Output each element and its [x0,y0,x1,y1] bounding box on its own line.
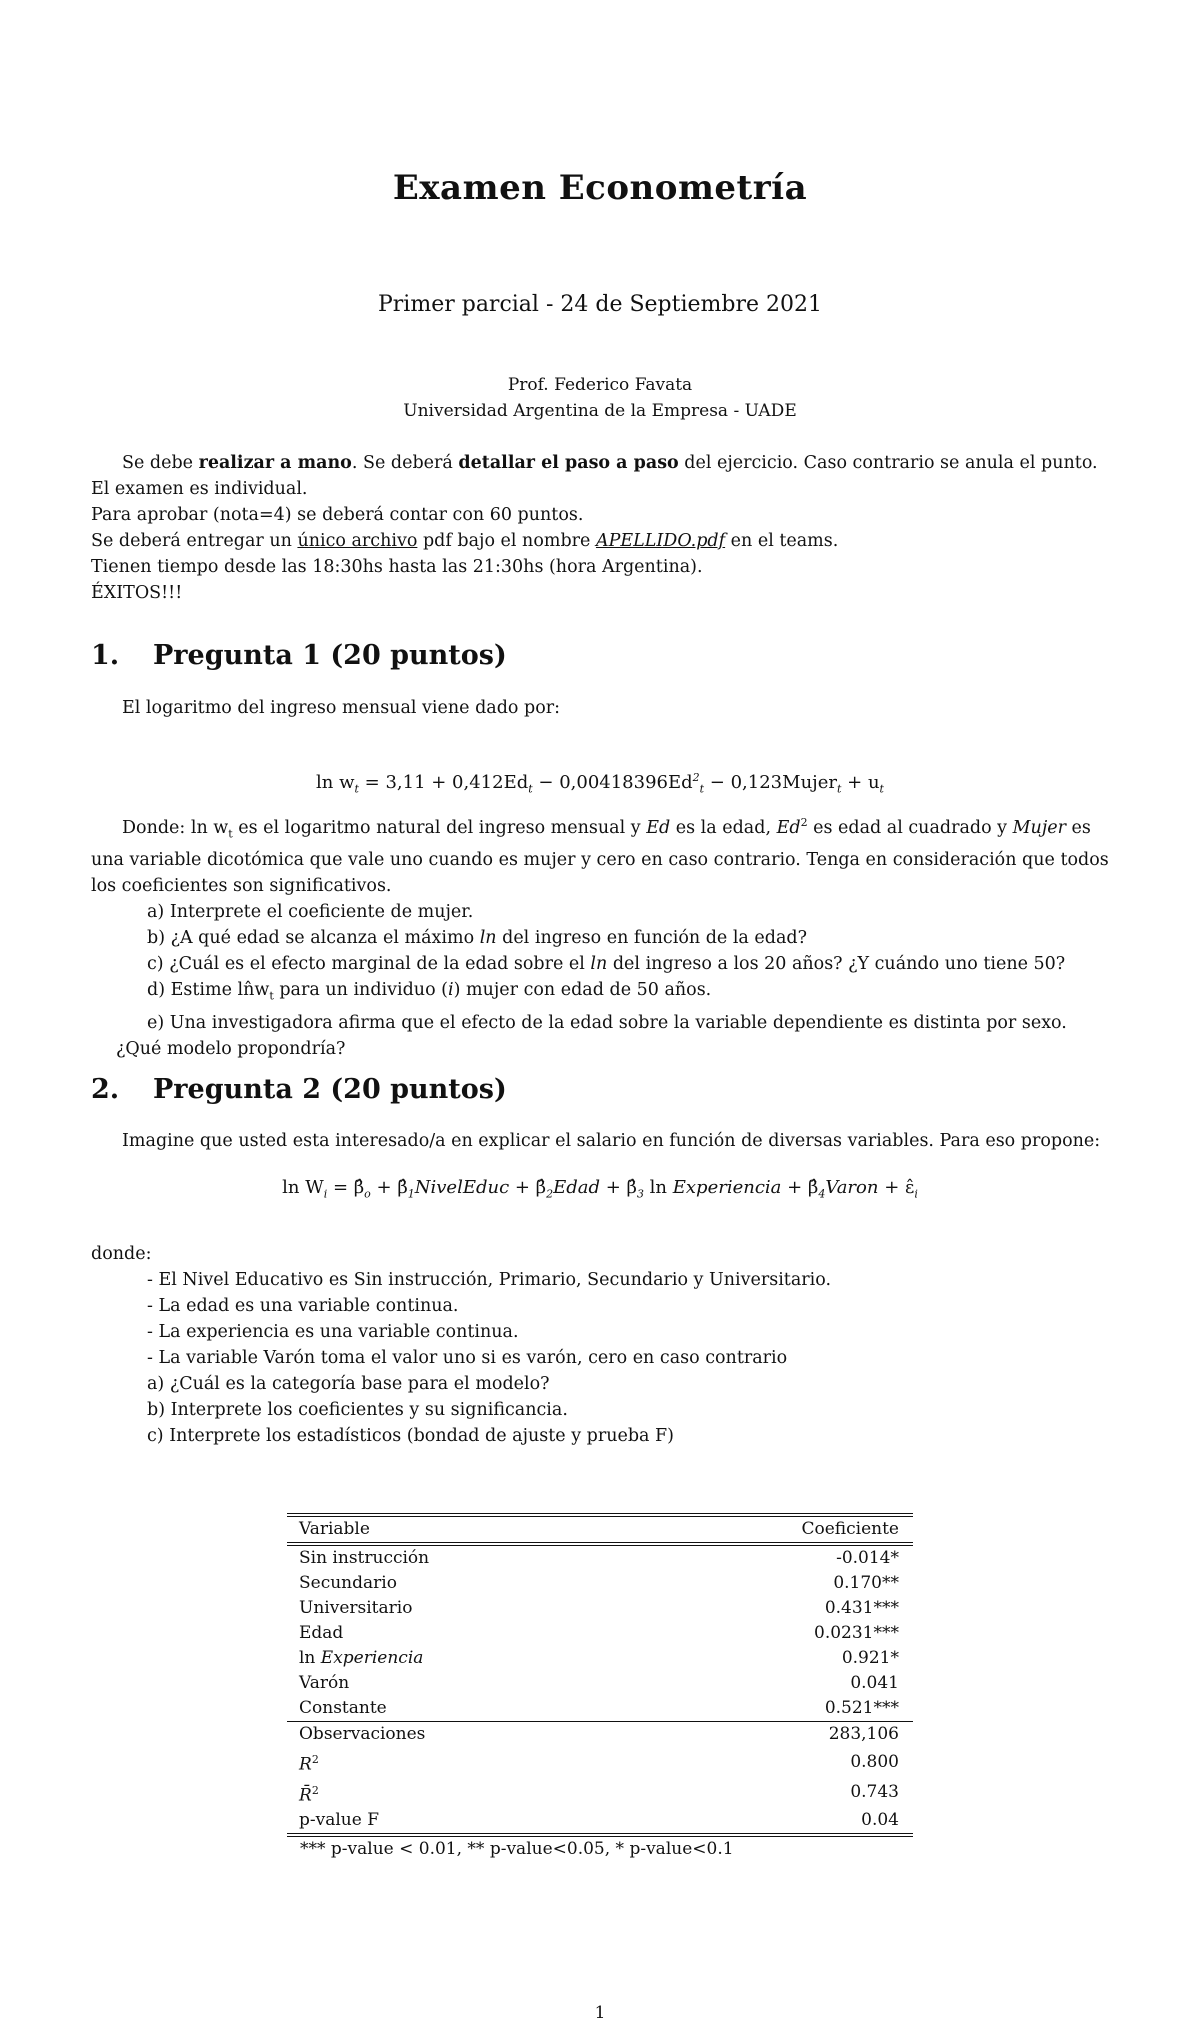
instructions-line-1: Se debe realizar a mano. Se deberá detallar el paso a paso del ejercicio. Caso contrario se anula el punto. El examen es individual. [91,453,1098,499]
q2-donde: donde: [91,1244,152,1264]
table-row: Universitario 0.431*** [299,1598,899,1618]
stats-row: $R^2$ 0.800 [299,1751,899,1775]
table-row: Constante 0.521*** [299,1698,899,1718]
q1-item-b: b) ¿A qué edad se alcanza el máximo ln del ingreso en función de la edad? [147,928,807,949]
q2-item-c: c) Interprete los estadísticos (bondad de ajuste y prueba F) [147,1426,675,1446]
q2-bullet: - La variable Varón toma el valor uno si es varón, cero en caso contrario [147,1348,788,1368]
col-coef-header: Coeficiente [801,1519,899,1539]
section-heading-q2: 2. Pregunta 2 (20 puntos) [91,1074,507,1105]
instructions [91,450,1111,606]
q1-equation: $\ln w_t = 3,11 + 0,412Ed_t - 0,00418396Ed^2_t$ − 0,123Mujer$_t$ + $u_t$ [316,771,884,796]
exam-title: Examen Econometría [392,168,808,208]
q2-item-b: b) Interprete los coeficientes y su significancia. [147,1400,568,1420]
q2-equation: $\ln W_i$ = $\betâ_o$ + $\betâ_1NivelEduc$ + $\betâ_2Edad$ + $\betâ_3$ ln Experiencia + $\betâ_4Varon$ + $\varepsilon̂_i$ [282,1177,918,1201]
significance-footnote: *** p-value < 0.01, ** p-value<0.05, * p-value<0.1 [300,1839,734,1859]
q1-intro: El logaritmo del ingreso mensual viene dado por: [122,698,561,718]
q2-bullet: - La edad es una variable continua. [147,1296,459,1316]
instructions-line-3: Se deberá entregar un único archivo pdf bajo el nombre APELLIDO.pdf en el teams. [91,531,839,551]
q2-bullet: - La experiencia es una variable continua. [147,1322,519,1342]
q2-bullet: - El Nivel Educativo es Sin instrucción, Primario, Secundario y Universitario. [147,1270,832,1290]
instructions-line-4: Tienen tiempo desde las 18:30hs hasta las 21:30hs (hora Argentina). [91,557,703,577]
table-row: Secundario 0.170** [299,1573,899,1593]
table-row: Sin instrucción -0.014* [287,1544,913,1571]
q1-body [91,810,1111,1062]
author-block [0,372,1200,424]
stats-row: Observaciones 283,106 [287,1722,913,1748]
page-number: 1 [594,2003,606,2023]
table-row: Varón 0.041 [299,1673,899,1693]
professor-name: Prof. Federico Favata [507,375,693,395]
instructions-line-2: Para aprobar (nota=4) se deberá contar con 60 puntos. [91,505,584,525]
university-name: Universidad Argentina de la Empresa - UADE [403,401,797,421]
stats-row: R̄$^2$ 0.743 [299,1782,899,1806]
instructions-line-5: ÉXITOS!!! [91,583,183,603]
q1-description: Donde: $\ln w_t$ es el logaritmo natural del ingreso mensual y Ed es la edad, Ed$^2$ es edad al cuadrado y Mujer es una variable dicotómica que vale uno cuando es mujer y cero en caso contrario. Tenga en consideración que todos los coeficientes son significativos. [91,816,1109,897]
q2-body [91,1241,1111,1449]
q2-intro: Imagine que usted esta interesado/a en explicar el salario en función de diversas variables. Para eso propone: [122,1131,1101,1151]
table-header-row [287,1515,913,1544]
q1-item-d: d) Estime $\ln̂w_t$ para un individuo (i) mujer con edad de 50 años. [147,980,712,1003]
stats-row: p-value F 0.04 [287,1808,913,1835]
table-row: Edad 0.0231*** [299,1623,899,1643]
section-heading-q1: 1. Pregunta 1 (20 puntos) [91,640,507,671]
regression-table [287,1513,913,1837]
exam-subtitle: Primer parcial - 24 de Septiembre 2021 [377,292,822,317]
q1-item-a: a) Interprete el coeficiente de mujer. [147,902,474,923]
q1-item-c: c) ¿Cuál es el efecto marginal de la edad sobre el ln del ingreso a los 20 años? ¿Y cuándo uno tiene 50? [147,954,1066,975]
q1-item-e: e) Una investigadora afirma que el efecto de la edad sobre la variable dependiente es distinta por sexo. ¿Qué modelo propondría? [116,1012,1067,1059]
q2-item-a: a) ¿Cuál es la categoría base para el modelo? [147,1374,550,1394]
table-row: ln Experiencia 0.921* [299,1648,899,1668]
col-variable-header: Variable [299,1519,370,1539]
